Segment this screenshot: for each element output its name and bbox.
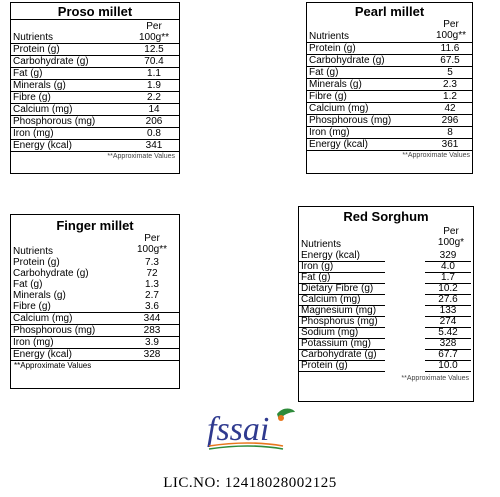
nutrient-name: Potassium (mg)	[301, 338, 372, 349]
panel-title: Pearl millet	[354, 4, 425, 19]
panel-title: Red Sorghum	[343, 209, 429, 224]
nutrient-row	[299, 261, 473, 272]
nutrient-row	[11, 349, 179, 361]
nutrient-row	[307, 43, 472, 55]
nutrient-rows	[11, 257, 179, 361]
nutrient-rows	[11, 44, 179, 152]
license-number: LIC.NO: 12418028002125	[163, 475, 337, 491]
nutrient-row	[299, 250, 473, 261]
nutrient-row	[11, 337, 179, 349]
nutrient-row	[299, 305, 473, 316]
approximate-values-note: **Approximate Values	[107, 153, 175, 160]
nutrient-name: Phosphorous (mg)	[13, 116, 96, 127]
nutrient-value: 2.7	[145, 290, 159, 301]
nutrient-value: 206	[145, 116, 163, 127]
nutrient-name: Fibre (g)	[309, 91, 347, 102]
nutrient-value: 10.2	[438, 283, 458, 294]
nutrient-name: Energy (kcal)	[301, 250, 360, 261]
nutrient-row	[299, 316, 473, 327]
nutrient-name: Protein (g)	[301, 360, 348, 371]
nutrient-row	[11, 68, 179, 80]
nutrient-row	[11, 268, 179, 279]
nutrient-value: 1.3	[145, 279, 159, 290]
panel-title: Finger millet	[56, 218, 134, 233]
nutrient-name: Sodium (mg)	[301, 327, 359, 338]
nutrient-value: 3.6	[145, 301, 159, 312]
per-column-header: Per 100g*	[437, 226, 465, 248]
logo-wordmark: fssai	[207, 411, 270, 448]
nutrient-value: 328	[143, 349, 161, 360]
nutrients-header: Nutrients	[13, 246, 54, 257]
per-column-header: Per 100g**	[136, 233, 168, 255]
nutrient-value: 27.6	[438, 294, 458, 305]
table-header	[11, 20, 179, 44]
nutrient-name: Carbohydrate (g)	[301, 349, 377, 360]
nutrients-header: Nutrients	[309, 31, 350, 42]
nutrient-row	[307, 79, 472, 91]
nutrient-value: 4.0	[441, 261, 455, 272]
nutrient-value: 3.9	[145, 337, 159, 348]
nutrient-value: 296	[441, 115, 459, 126]
nutrient-value: 1.9	[147, 80, 161, 91]
fssai-logo	[203, 406, 297, 454]
nutrient-name: Calcium (mg)	[13, 104, 73, 115]
per-column-header: Per 100g**	[138, 21, 170, 43]
nutrient-value: 1.1	[147, 68, 161, 79]
nutrient-name: Phosphorous (mg)	[13, 325, 96, 336]
table-header	[299, 224, 473, 250]
nutrient-row	[299, 338, 473, 349]
nutrient-row	[11, 313, 179, 325]
nutrient-value: 2.3	[443, 79, 457, 90]
nutrient-row	[11, 116, 179, 128]
table-header	[307, 19, 472, 43]
nutrient-name: Energy (kcal)	[13, 140, 72, 151]
nutrient-value: 341	[145, 140, 163, 151]
nutrient-row	[307, 55, 472, 67]
nutrient-rows	[299, 250, 473, 371]
nutrient-row	[299, 349, 473, 360]
nutrient-name: Carbohydrate (g)	[13, 56, 89, 67]
nutrient-value: 361	[441, 139, 459, 150]
nutrient-name: Iron (g)	[301, 261, 334, 272]
nutrient-value: 274	[439, 316, 457, 327]
nutrient-name: Minerals (g)	[309, 79, 362, 90]
nutrient-name: Magnesium (mg)	[301, 305, 377, 316]
approximate-values-note: **Approximate Values	[402, 152, 470, 159]
nutrients-header: Nutrients	[13, 32, 54, 43]
nutrient-value: 5.42	[438, 327, 458, 338]
nutrient-name: Calcium (mg)	[309, 103, 369, 114]
nutrient-name: Minerals (g)	[13, 80, 66, 91]
approximate-values-note: **Approximate Values	[14, 361, 92, 370]
nutrient-row	[11, 56, 179, 68]
nutrient-row	[307, 91, 472, 103]
nutrient-row	[11, 290, 179, 301]
nutrient-name: Protein (g)	[309, 43, 356, 54]
nutrient-rows	[307, 43, 472, 151]
nutrient-name: Calcium (mg)	[301, 294, 361, 305]
nutrient-name: Energy (kcal)	[13, 349, 72, 360]
nutrient-row	[307, 127, 472, 139]
nutrient-name: Carbohydrate (g)	[13, 268, 89, 279]
nutrient-row	[307, 139, 472, 151]
nutrient-name: Iron (mg)	[13, 128, 54, 139]
nutrient-name: Energy (kcal)	[309, 139, 368, 150]
red-sorghum-panel	[298, 206, 474, 402]
nutrient-value: 67.5	[440, 55, 460, 66]
nutrient-value: 5	[447, 67, 453, 78]
dot-icon	[278, 415, 284, 421]
nutrient-row	[307, 67, 472, 79]
nutrient-value: 1.7	[441, 272, 455, 283]
nutrient-value: 328	[439, 338, 457, 349]
nutrient-name: Fibre (g)	[13, 92, 51, 103]
nutrient-value: 7.3	[145, 257, 159, 268]
nutrient-row	[299, 327, 473, 338]
nutrient-name: Fat (g)	[301, 272, 331, 283]
nutrient-name: Fibre (g)	[13, 301, 51, 312]
nutrient-row	[11, 140, 179, 152]
nutrient-value: 42	[444, 103, 456, 114]
finger-millet-panel	[10, 214, 180, 389]
nutrient-row	[11, 325, 179, 337]
nutrient-row	[11, 44, 179, 56]
nutrient-row	[11, 128, 179, 140]
nutrient-value: 283	[143, 325, 161, 336]
nutrient-row	[11, 80, 179, 92]
nutrient-value: 133	[439, 305, 457, 316]
nutrient-row	[11, 301, 179, 313]
nutrient-name: Fat (g)	[13, 68, 43, 79]
nutrient-name: Fat (g)	[13, 279, 43, 290]
row-divider	[299, 371, 385, 372]
nutrient-value: 11.6	[440, 43, 460, 54]
nutrient-value: 70.4	[144, 56, 164, 67]
nutrient-name: Iron (mg)	[309, 127, 350, 138]
nutrient-name: Phosphorous (mg)	[309, 115, 392, 126]
panel-title: Proso millet	[11, 3, 179, 20]
nutrient-row	[299, 272, 473, 283]
nutrient-row	[299, 360, 473, 371]
nutrient-name: Protein (g)	[13, 44, 60, 55]
nutrient-value: 10.0	[438, 360, 458, 371]
fssai-logo-graphic	[203, 406, 297, 454]
nutrient-name: Carbohydrate (g)	[309, 55, 385, 66]
nutrient-value: 72	[146, 268, 158, 279]
nutrient-row	[307, 103, 472, 115]
table-header	[11, 233, 179, 257]
nutrient-value: 2.2	[147, 92, 161, 103]
nutrient-row	[11, 92, 179, 104]
nutrient-name: Fat (g)	[309, 67, 339, 78]
nutrient-row	[11, 104, 179, 116]
nutrient-row	[11, 279, 179, 290]
nutrient-value: 344	[143, 313, 161, 324]
per-column-header: Per 100g**	[435, 19, 467, 41]
nutrients-header: Nutrients	[301, 239, 342, 250]
nutrient-row	[11, 257, 179, 268]
nutrient-row	[299, 294, 473, 305]
nutrient-name: Minerals (g)	[13, 290, 66, 301]
nutrient-value: 1.2	[443, 91, 457, 102]
nutrient-row	[299, 283, 473, 294]
nutrient-name: Phosphorus (mg)	[301, 316, 378, 327]
nutrient-name: Dietary Fibre (g)	[301, 283, 374, 294]
nutrient-value: 67.7	[438, 349, 458, 360]
nutrient-row	[307, 115, 472, 127]
nutrient-name: Protein (g)	[13, 257, 60, 268]
nutrient-value: 329	[439, 250, 457, 261]
nutrient-value: 8	[447, 127, 453, 138]
pearl-millet-panel	[306, 2, 473, 174]
nutrient-name: Iron (mg)	[13, 337, 54, 348]
approximate-values-note: **Approximate Values	[401, 375, 469, 382]
nutrient-value: 12.5	[144, 44, 164, 55]
row-divider	[425, 371, 471, 372]
nutrient-value: 14	[148, 104, 160, 115]
proso-millet-panel	[10, 2, 180, 174]
nutrient-name: Calcium (mg)	[13, 313, 73, 324]
nutrient-value: 0.8	[147, 128, 161, 139]
